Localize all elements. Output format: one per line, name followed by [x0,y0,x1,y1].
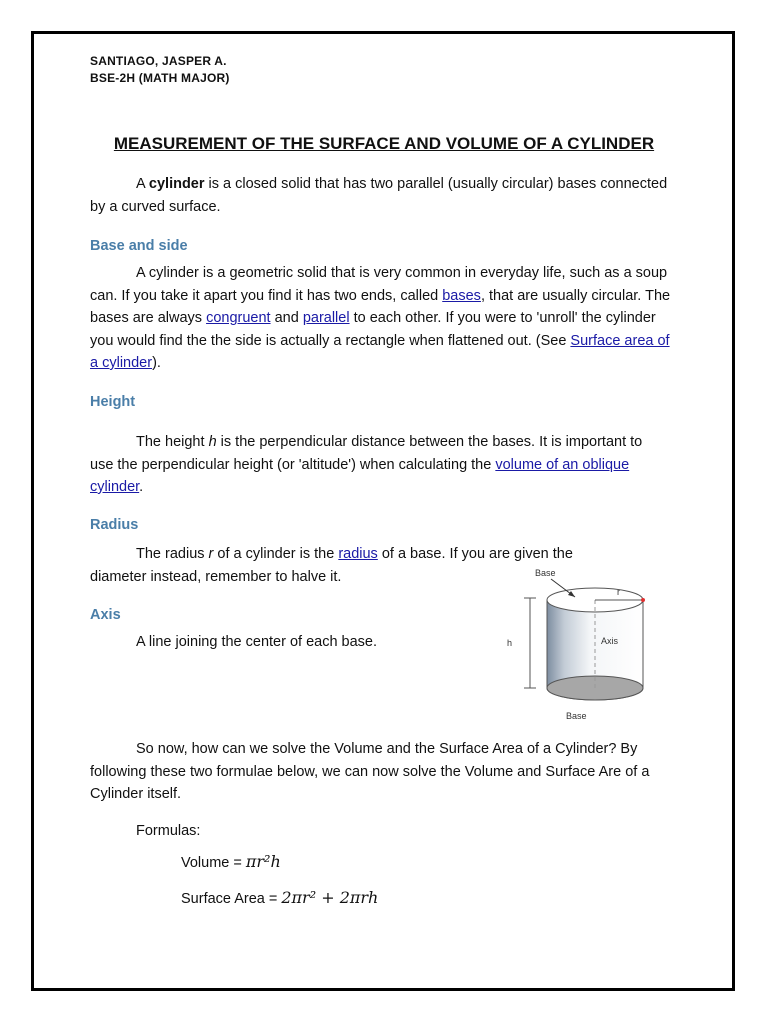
author-name: SANTIAGO, JASPER A. [90,54,227,68]
link-congruent[interactable]: congruent [206,310,271,326]
volume-expression: πr²h [245,852,281,871]
heading-height: Height [90,394,136,410]
base-side-paragraph: A cylinder is a geometric solid that is very common in everyday life, such as a soup can. If you take it apart you find it has two ends, called bases, that are usually circular. The bases are always congruent and parallel to each other. If you were to 'unroll' the cylinder you would find the the side is actually a rectangle when flattened out. (See Surface area of a cylinder). [90,265,671,371]
formulas-heading: Formulas: [136,823,201,839]
figure-axis-label: Axis [601,636,619,646]
link-surface-area[interactable]: Surface area of a cylinder [90,332,670,371]
heading-axis: Axis [90,607,121,623]
link-parallel[interactable]: parallel [302,310,350,326]
cylinder-term: cylinder [148,176,205,192]
link-radius[interactable]: radius [338,546,378,562]
var-h: h [208,434,217,450]
intro-paragraph: A cylinder is a closed solid that has two parallel (usually circular) bases connected by a curved surface. [90,176,668,215]
radius-endpoint [641,598,645,602]
radius-paragraph-line2: diameter instead, remember to halve it. [90,569,342,585]
figure-top-base-label: Base [535,568,556,578]
link-volume-oblique[interactable]: volume of an oblique cylinder [90,456,630,495]
height-paragraph: The height h is the perpendicular distance between the bases. It is important to use the perpendicular height (or 'altitude') when calculating the volume of an oblique cylinder. [90,434,643,495]
figure-height-label: h [507,638,513,648]
volume-formula: Volume = πr²h [181,852,281,871]
author-section: BSE-2H (MATH MAJOR) [90,71,230,85]
document-title: MEASUREMENT OF THE SURFACE AND VOLUME OF A CYLINDER [113,134,655,153]
surface-area-formula: Surface Area = 2πr² + 2πrh [181,888,379,907]
radius-paragraph: The radius r of a cylinder is the radius of a base. If you are given the [136,546,573,562]
heading-radius: Radius [90,517,139,533]
figure-radius-label: r [617,587,620,597]
var-r: r [208,546,214,562]
link-bases[interactable]: bases [442,287,481,304]
figure-bottom-base-label: Base [566,711,587,721]
cylinder-diagram [495,565,670,725]
heading-base-and-side: Base and side [90,238,188,254]
closing-paragraph: So now, how can we solve the Volume and the Surface Area of a Cylinder? By following these two formulae below, we can now solve the Volume and Surface Are of a Cylinder itself. [90,741,650,802]
axis-paragraph: A line joining the center of each base. [136,634,378,650]
surface-area-expression: 2πr² + 2πrh [281,888,379,907]
